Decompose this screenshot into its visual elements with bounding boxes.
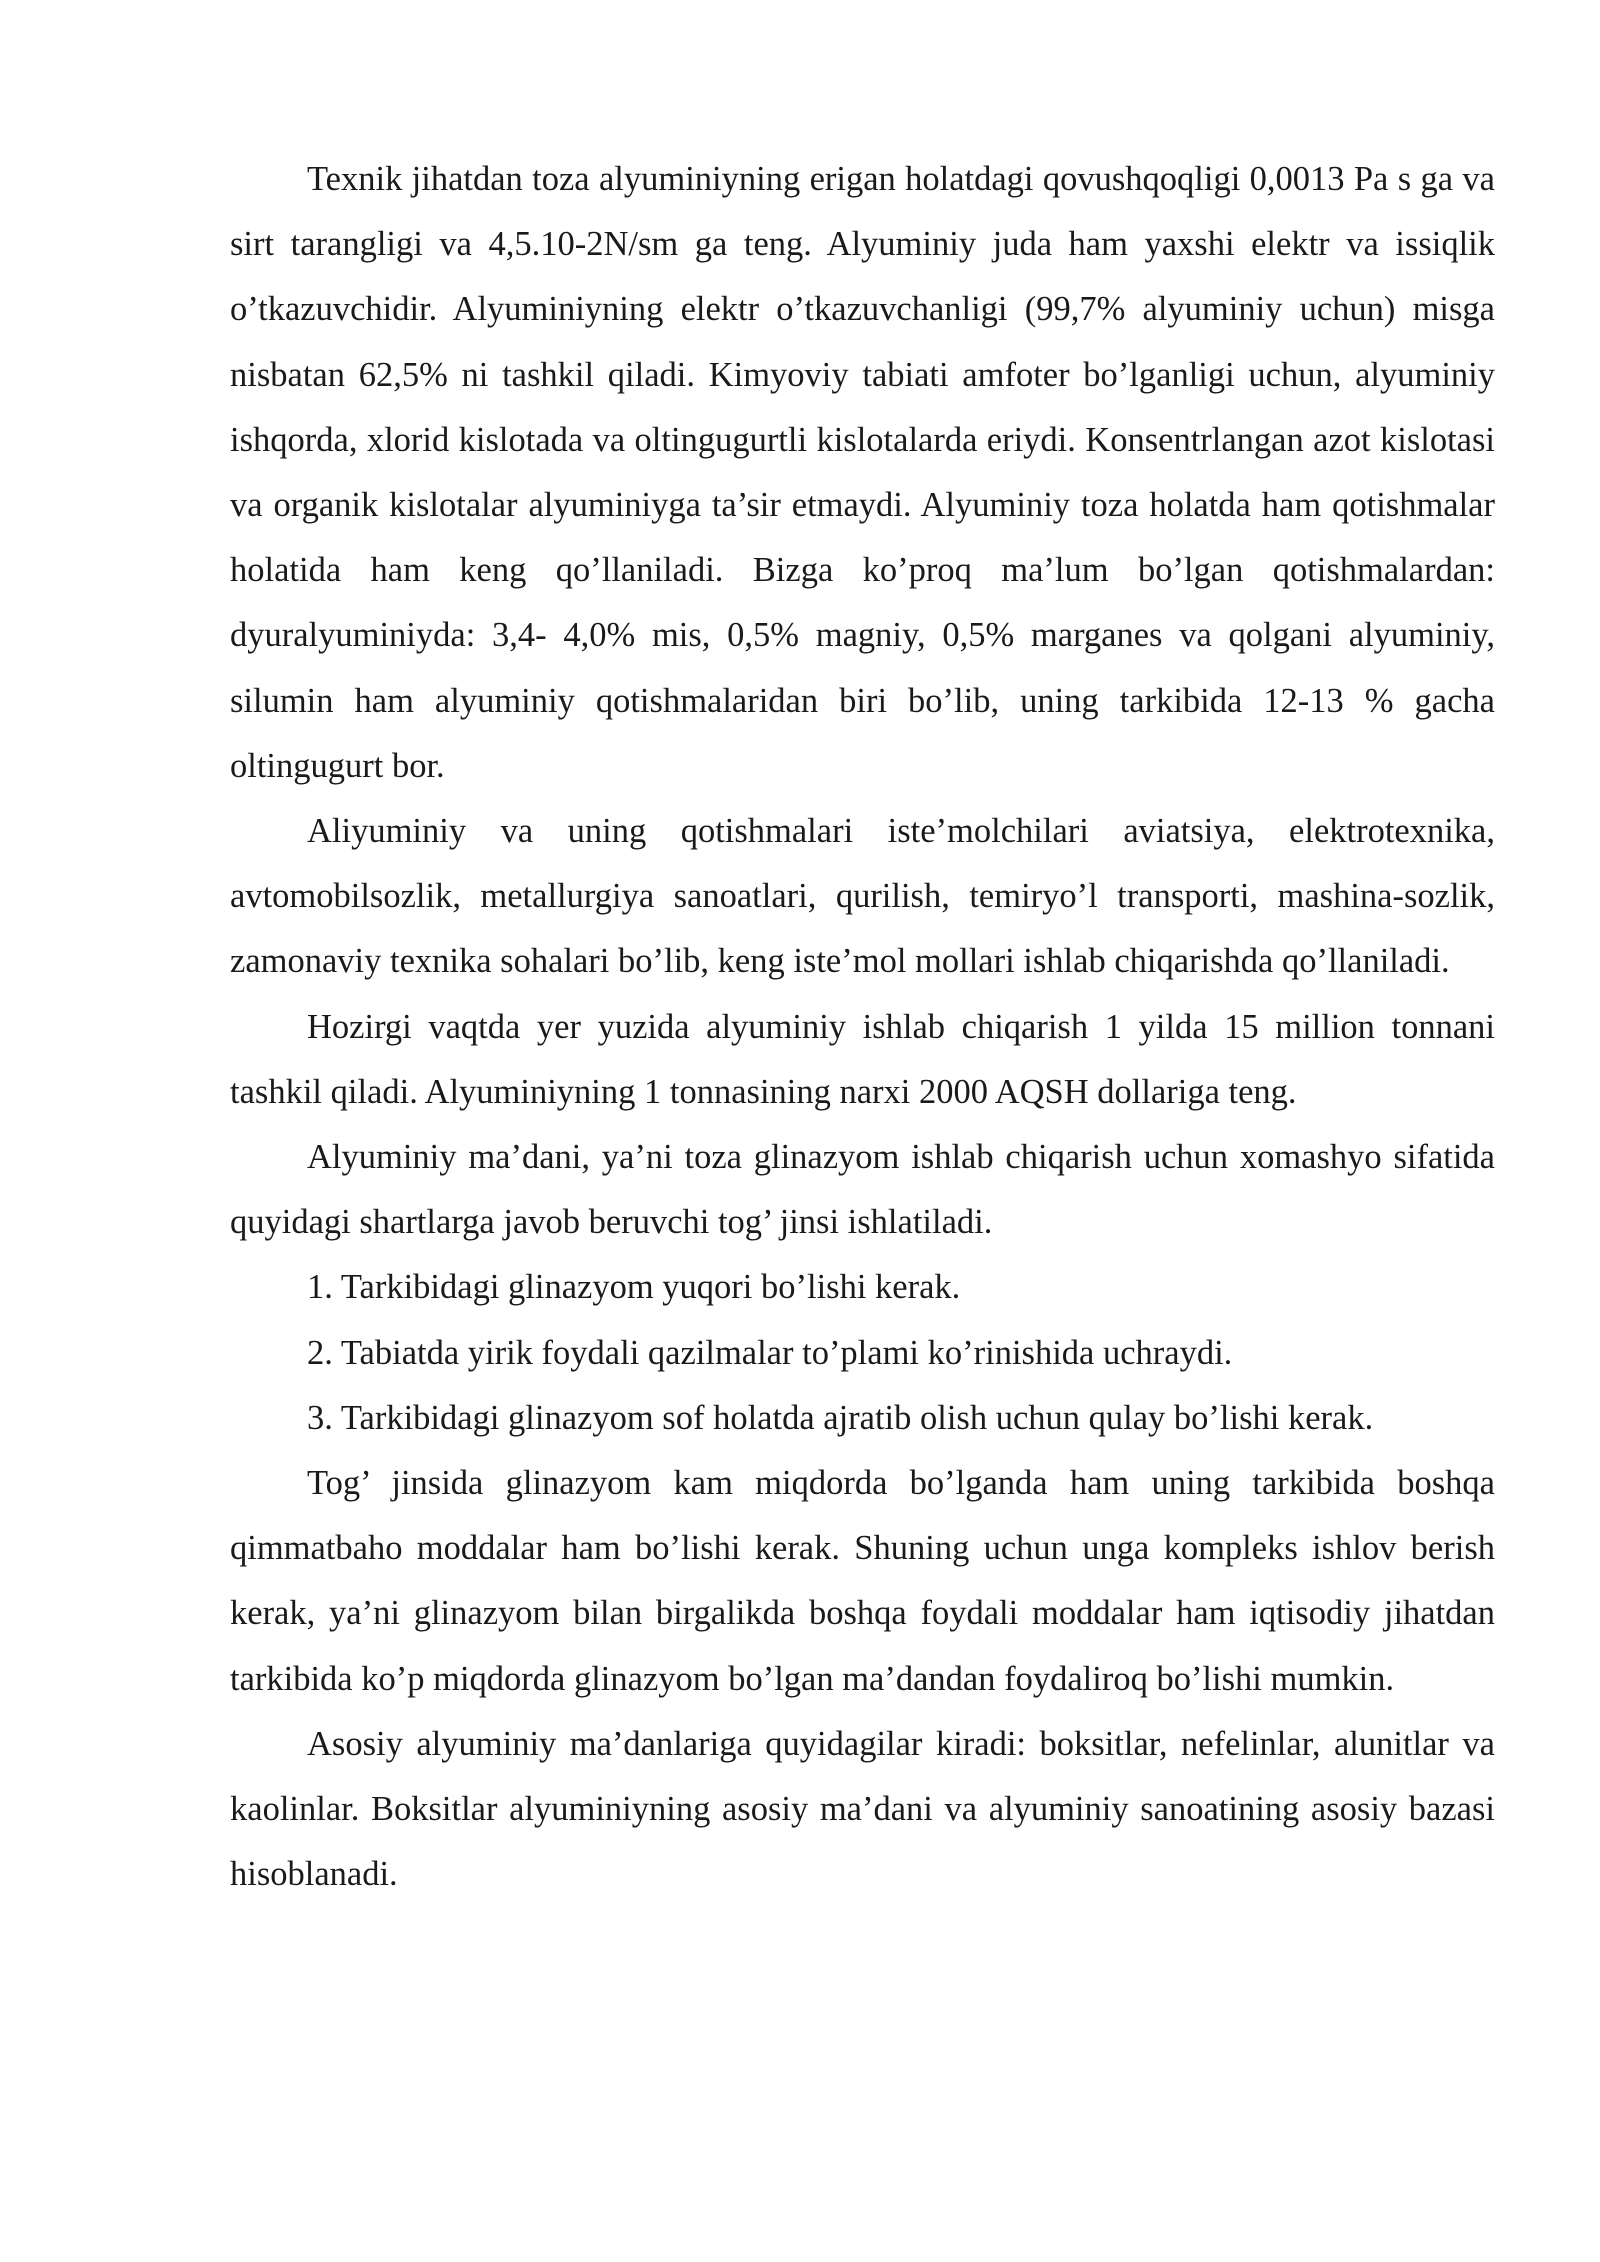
paragraph-complex-processing: Tog’ jinsida glinazyom kam miqdorda bo’lganda ham uning tarkibida boshqa qimmatbaho moddalar ham bo’lishi kerak. Shuning uchun unga kompleks ishlov berish kerak, ya’ni glinazyom bilan birgalikda boshqa foydali moddalar ham iqtisodiy jihatdan tarkibida ko’p miqdorda glinazyom bo’lgan ma’dandan foydaliroq bo’lishi mumkin. xyxy=(230,1464,1495,1698)
paragraph-main-ores: Asosiy alyuminiy ma’danlariga quyidagilar kiradi: boksitlar, nefelinlar, alunitlar va kaolinlar. Boksitlar alyuminiyning asosiy ma’dani va alyuminiy sanoatining asosiy bazasi hisoblanadi. xyxy=(230,1724,1495,1894)
document-body xyxy=(230,147,1495,1907)
list-item: 1. Tarkibidagi glinazyom yuqori bo’lishi kerak. xyxy=(307,1268,961,1307)
list-item: 3. Tarkibidagi glinazyom sof holatda ajratib olish uchun qulay bo’lishi kerak. xyxy=(307,1398,1374,1437)
paragraph-ore-requirements: Alyuminiy ma’dani, ya’ni toza glinazyom ishlab chiqarish uchun xomashyo sifatida quyidagi shartlarga javob beruvchi tog’ jinsi ishlatiladi. xyxy=(230,1138,1495,1242)
list-item: 2. Tabiatda yirik foydali qazilmalar to’plami ko’rinishida uchraydi. xyxy=(307,1333,1233,1372)
paragraph-properties: Texnik jihatdan toza alyuminiyning erigan holatdagi qovushqoqligi 0,0013 Pa s ga va sirt tarangligi va 4,5.10-2N/sm ga teng. Alyuminiy juda ham yaxshi elektr va issiqlik o’tkazuvchidir. Alyuminiyning elektr o’tkazuvchanligi (99,7% alyuminiy uchun) misga nisbatan 62,5% ni tashkil qiladi. Kimyoviy tabiati amfoter bo’lganligi uchun, alyuminiy ishqorda, xlorid kislotada va oltingugurtli kislotalarda eriydi. Konsentrlangan azot kislotasi va organik kislotalar alyuminiyga ta’sir etmaydi. Alyuminiy toza holatda ham qotishmalar holatida ham keng qo’llaniladi. Bizga ko’proq ma’lum bo’lgan qotishmalardan: dyuralyuminiyda: 3,4- 4,0% mis, 0,5% magniy, 0,5% marganes va qolgani alyuminiy, silumin ham alyuminiy qotishmalaridan biri bo’lib, uning tarkibida 12-13 % gacha oltingugurt bor. xyxy=(230,160,1495,785)
paragraph-consumers: Aliyuminiy va uning qotishmalari iste’molchilari aviatsiya, elektrotexnika, avtomobilsozlik, metallurgiya sanoatlari, qurilish, temiryo’l transporti, mashina-sozlik, zamonaviy texnika sohalari bo’lib, keng iste’mol mollari ishlab chiqarishda qo’llaniladi. xyxy=(230,812,1495,981)
paragraph-production: Hozirgi vaqtda yer yuzida alyuminiy ishlab chiqarish 1 yilda 15 million tonnani tashkil qiladi. Alyuminiyning 1 tonnasining narxi 2000 AQSH dollariga teng. xyxy=(230,1007,1495,1111)
